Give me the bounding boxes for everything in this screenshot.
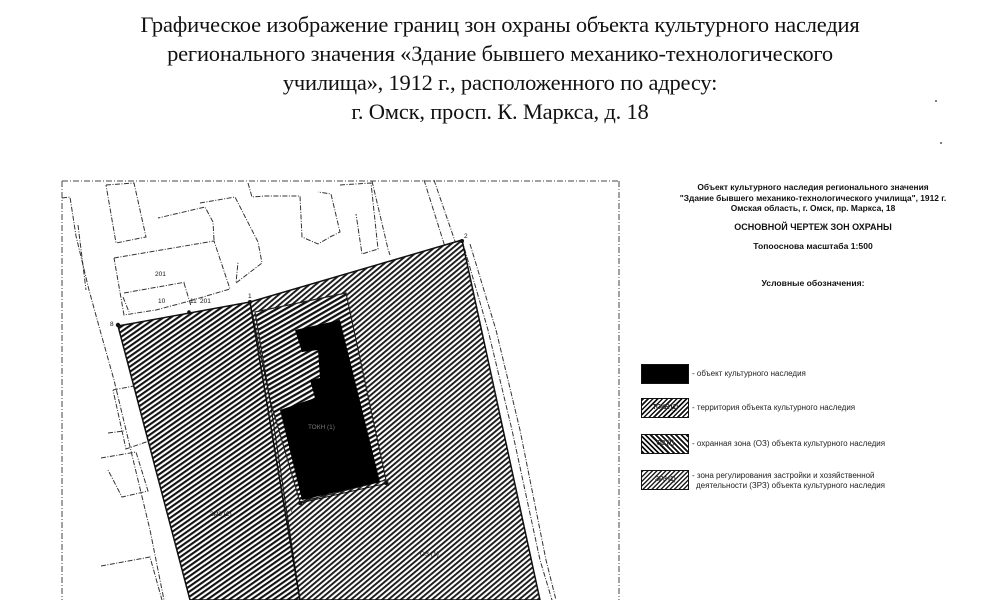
solid-black-swatch-icon [641,364,689,384]
legend-item-protection-zone [641,434,885,454]
regulation-zone-hatch-swatch-icon [641,470,689,490]
swatch-code: ЗРЗ (1) [654,476,676,483]
legend-object-line-1: Объект культурного наследия регионального значения [697,182,929,192]
label-house-201b: 201 [200,298,211,305]
label-point-3: 3 [386,481,390,488]
scan-speck [940,142,942,144]
legend-item-label [692,470,885,491]
title-line-3: училища», 1912 г., расположенного по адресу: [282,70,718,95]
label-point-8: 8 [110,321,114,328]
legend-item-heritage-object [641,364,806,384]
label-house-201: 201 [155,271,166,278]
title-line-1: Графическое изображение границ зон охраны объекта культурного наследия [140,12,860,37]
label-oz-zone: ОЗ (1) [420,551,439,558]
legend-object-line-3: Омская область, г. Омск, пр. Маркса, 18 [730,203,896,213]
label-point-11: 11 [190,298,197,305]
label-point-1: 1 [248,293,252,300]
territory-hatch-swatch-icon [641,398,689,418]
label-point-7: 7 [290,507,294,514]
swatch-code: ОЗ (1) [656,440,674,447]
swatch-code: ТОКН (1) [652,404,678,411]
scan-speck [935,100,937,102]
legend-item-territory [641,398,855,418]
legend-item-label-line-1: - зона регулирования застройки и хозяйственной [692,471,875,480]
label-zr3-zone: ЗР3 (2) [210,511,232,518]
protection-zone-hatch-swatch-icon [641,434,689,454]
legend-item-label: - территория объекта культурного наследия [692,403,856,412]
label-point-2: 2 [464,233,468,240]
legend-scale: Топооснова масштаба 1:500 [753,241,873,251]
legend-item-label-line-2: деятельности (ЗРЗ) объекта культурного наследия [696,481,885,490]
legend-item-label: - объект культурного наследия [692,369,806,378]
label-point-10: 10 [158,298,166,305]
title-line-4: г. Омск, просп. К. Маркса, д. 18 [351,99,649,124]
legend-object-line-2: "Здание бывшего механико-технологического училища", 1912 г. [679,192,947,203]
title-line-2: регионального значения «Здание бывшего механико-технологического [167,41,833,66]
legend-item-label: - охранная зона (ОЗ) объекта культурного наследия [692,439,886,448]
label-building: ТОКН (1) [308,424,335,431]
legend-conventions-title: Условные обозначения: [761,277,865,288]
legend-item-regulation-zone [641,470,885,491]
legend-main-title: ОСНОВНОЙ ЧЕРТЕЖ ЗОН ОХРАНЫ [734,221,892,232]
legend-header [628,182,998,288]
